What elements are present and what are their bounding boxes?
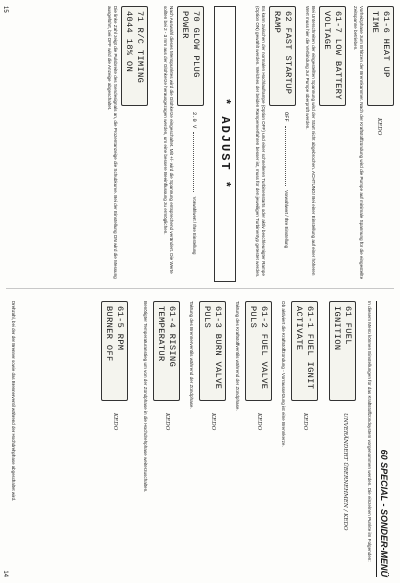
lcd-fuel-ignition [329, 301, 356, 401]
page-15 [0, 0, 400, 288]
page-number: 14 [2, 570, 8, 577]
lcd-line: 61-7 LOW BATTERY [333, 11, 343, 100]
adjust-section-title: * ADJUST * [214, 6, 236, 282]
lcd-low-battery-voltage [319, 6, 346, 106]
lcd-line: RAMP [272, 11, 283, 34]
lcd-line: 61-3 BURN VALVE [213, 306, 223, 390]
lcd-line: 61-4 RISING [167, 306, 177, 368]
description-fuel-ignit: Ob aktiviert die Kraftstoffzündung - Vorraussetzung ist eine Brennkerze. [281, 301, 286, 447]
section-header: 60 SPECIAL - SONDER-MENÜ [376, 301, 396, 577]
lcd-glow-plug-power [177, 6, 204, 106]
lcd-line: BURNER OFF [104, 306, 115, 362]
lcd-line: ACTIVATE [294, 306, 305, 351]
lcd-rc-timing [121, 6, 148, 106]
handwritten-note: KEDO [376, 118, 382, 136]
lcd-line: IGNITION [332, 306, 343, 351]
dotted-line [193, 132, 198, 192]
lcd-line: 61-6 HEAT UP [381, 11, 391, 78]
page-gutter [6, 288, 394, 289]
lcd-line: 62 FAST STARTUP [283, 11, 293, 95]
description-rising-temp: Benötigter Temperaturanstieg um von der Zündphase in die Hochdrehphase weiterzuschalten. [143, 301, 148, 493]
lcd-line: 70 GLOW PLUG [191, 11, 201, 78]
lcd-line: 71 R/C TIMING [135, 11, 145, 84]
lcd-line: 61-1 FUEL IGNIT [305, 306, 315, 390]
value-label: Vorwahlwert / Ihre Einstellung [284, 190, 289, 249]
value-line-fast-startup [283, 112, 290, 280]
lcd-line: TIME [370, 11, 381, 34]
lcd-fuel-valve-puls [245, 301, 272, 401]
handwritten-note: KEDO [256, 413, 262, 431]
lcd-fast-startup-ramp [269, 6, 296, 106]
description-rc-timing: Die linke Zahl zeigt die Pulsbreite des Sendesignals an, die Prozentanzeige die Schubkurve. Bei der Einstellung ON wird die Messung ausgeführt, bei OFF wird die Anzeige abgeschaltet. [107, 6, 118, 279]
page-number: 15 [2, 6, 8, 13]
lcd-fuel-ignit-activate [291, 301, 318, 401]
lcd-rising-temperatur [153, 301, 180, 401]
value-line-glow-plug [191, 112, 198, 280]
lcd-line: PULS [202, 306, 213, 329]
lcd-line: 61-5 RPM [115, 306, 125, 351]
lcd-line: 4044 18% ON [124, 11, 135, 73]
page-14 [0, 295, 400, 583]
description-heat-up-time: Vorheizphase zum Erhitzen der Brennkammer. Nach der Kraftstoffzündung wird die Pumpe auf minimale Spannung für die eingestellte Zeitspanne betrieben. [353, 6, 364, 280]
description-low-battery: Bei Unterschreiten der eingestellten Spannung wird der Start nicht abgebrochen. ACHTUNG! Bei einer Einstellung auf einer höheren Wert muss hier die Verbindung zur Pumpe überprüft werden. [305, 6, 316, 276]
handwritten-note: UNVERÄNDERT ÜBERNEHMEN / KEDO [342, 413, 348, 531]
description-glow-plug: Nach Auswahl dieses Menüpunktes wird die Glühkerze eingeschaltet. Mit +/- wird die Spannung entsprechend verändert. Die Werte sollten bei 2 - 3 mm aus der Glühkerze herausgezogen werden, um eine bessere Beeinflussung zu ermöglichen. [163, 6, 174, 274]
intro-text: In diesem Menü können Einstellungen für das Kraftstoffzündsystem vorgenommen werden. Die einzelnen Punkte im Folgenden: [367, 301, 372, 562]
lcd-line: POWER [180, 11, 191, 39]
lcd-line: VOLTAGE [322, 11, 333, 50]
lcd-line: 61 FUEL [343, 306, 353, 345]
lcd-heat-up-time [367, 6, 394, 106]
dotted-line [285, 126, 290, 186]
lcd-burn-valve-puls [199, 301, 226, 401]
preset-value: 2.0 V [191, 112, 197, 129]
description-burn-valve: Taktung des Brennerventils während der Zündphase. [189, 301, 194, 409]
description-fast-startup: Es kann zwischen der normalen Hochlauframpe (Option OFF) und einer schnelleren Turbinenstarts oder aktiv beschleunigter Rampe (Option ON) gewählt werden. Welches der beiden Rampenverfahren besser ist, muss für den jeweiligen Turbinentyp getestet werden. [255, 6, 266, 278]
handwritten-note: KEDO [210, 413, 216, 431]
lcd-line: TEMPERATUR [156, 306, 167, 362]
lcd-line: 61-2 FUEL VALVE [259, 306, 269, 390]
lcd-rpm-burner-off [101, 301, 128, 401]
handwritten-note: KEDO [302, 413, 308, 431]
value-label: Vorwahlwert / Ihre Einstellung [192, 196, 197, 255]
footer-text: Drehzahl, bei der der Brenner sowie das Brennerventil während der Hochdrehphase abgeschaltet wird. [11, 301, 17, 502]
description-fuel-valve: Taktung des Kraftstoffventils während der Zündphase. [235, 301, 240, 411]
handwritten-note: KEDO [164, 413, 170, 431]
handwritten-note: KEDO [112, 413, 118, 431]
preset-value: OFF [283, 112, 289, 122]
lcd-line: PULS [248, 306, 259, 329]
